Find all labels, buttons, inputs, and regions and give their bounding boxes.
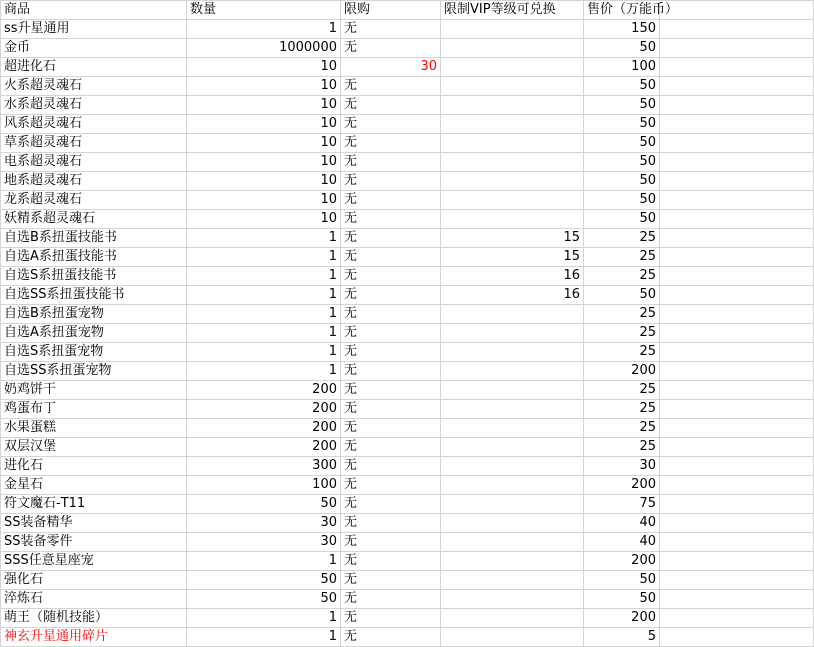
cell-empty[interactable] [660, 343, 814, 362]
cell-item[interactable]: 自选SS系扭蛋技能书 [1, 286, 187, 305]
cell-item[interactable]: 淬炼石 [1, 590, 187, 609]
cell-item[interactable]: SS装备精华 [1, 514, 187, 533]
table-row [1, 628, 814, 647]
cell-item[interactable]: 鸡蛋布丁 [1, 400, 187, 419]
cell-item[interactable]: 水系超灵魂石 [1, 96, 187, 115]
table-row [1, 153, 814, 172]
cell-price[interactable]: 50 [584, 39, 660, 58]
cell-vip-level[interactable] [441, 39, 584, 58]
cell-vip-level[interactable] [441, 495, 584, 514]
cell-vip-level[interactable] [441, 400, 584, 419]
cell-purchase-limit[interactable]: 无 [341, 438, 441, 457]
cell-item[interactable]: 强化石 [1, 571, 187, 590]
cell-item[interactable]: 妖精系超灵魂石 [1, 210, 187, 229]
table-row [1, 590, 814, 609]
cell-vip-level[interactable] [441, 362, 584, 381]
cell-item[interactable]: SSS任意星座宠 [1, 552, 187, 571]
cell-quantity[interactable]: 30 [187, 514, 341, 533]
cell-item[interactable]: 自选A系扭蛋技能书 [1, 248, 187, 267]
cell-purchase-limit[interactable]: 无 [341, 362, 441, 381]
table-row [1, 58, 814, 77]
cell-purchase-limit[interactable]: 无 [341, 210, 441, 229]
cell-price[interactable]: 50 [584, 96, 660, 115]
cell-vip-level[interactable] [441, 210, 584, 229]
cell-empty[interactable] [660, 229, 814, 248]
cell-quantity[interactable]: 10 [187, 172, 341, 191]
cell-item[interactable]: 金币 [1, 39, 187, 58]
cell-price[interactable]: 25 [584, 438, 660, 457]
cell-vip-level[interactable]: 16 [441, 286, 584, 305]
header-purchase-limit[interactable]: 限购 [341, 1, 441, 20]
table-row [1, 552, 814, 571]
cell-quantity[interactable]: 200 [187, 438, 341, 457]
cell-quantity[interactable]: 10 [187, 115, 341, 134]
cell-quantity[interactable]: 50 [187, 571, 341, 590]
cell-price[interactable]: 25 [584, 305, 660, 324]
table-row [1, 533, 814, 552]
cell-vip-level[interactable] [441, 153, 584, 172]
cell-item[interactable]: 自选A系扭蛋宠物 [1, 324, 187, 343]
cell-vip-level[interactable] [441, 172, 584, 191]
cell-vip-level[interactable] [441, 58, 584, 77]
cell-item[interactable]: 符文魔石-T11 [1, 495, 187, 514]
cell-item[interactable]: 超进化石 [1, 58, 187, 77]
cell-vip-level[interactable] [441, 381, 584, 400]
cell-item[interactable]: 神玄升星通用碎片 [1, 628, 187, 647]
cell-empty[interactable] [660, 362, 814, 381]
cell-empty[interactable] [660, 77, 814, 96]
cell-purchase-limit[interactable]: 无 [341, 286, 441, 305]
cell-purchase-limit[interactable]: 无 [341, 343, 441, 362]
cell-item[interactable]: SS装备零件 [1, 533, 187, 552]
cell-item[interactable]: 自选SS系扭蛋宠物 [1, 362, 187, 381]
spreadsheet-body [1, 1, 814, 647]
cell-quantity[interactable]: 10 [187, 210, 341, 229]
cell-empty[interactable] [660, 552, 814, 571]
cell-vip-level[interactable] [441, 533, 584, 552]
cell-empty[interactable] [660, 286, 814, 305]
cell-price[interactable]: 30 [584, 457, 660, 476]
cell-vip-level[interactable] [441, 20, 584, 39]
cell-empty[interactable] [660, 248, 814, 267]
cell-vip-level[interactable]: 15 [441, 248, 584, 267]
cell-purchase-limit[interactable]: 无 [341, 552, 441, 571]
header-empty[interactable] [660, 1, 814, 20]
cell-quantity[interactable]: 10 [187, 153, 341, 172]
cell-price[interactable]: 50 [584, 590, 660, 609]
cell-item[interactable]: 龙系超灵魂石 [1, 191, 187, 210]
cell-item[interactable]: 电系超灵魂石 [1, 153, 187, 172]
cell-empty[interactable] [660, 191, 814, 210]
cell-empty[interactable] [660, 476, 814, 495]
cell-quantity[interactable]: 10 [187, 58, 341, 77]
table-row [1, 457, 814, 476]
cell-empty[interactable] [660, 324, 814, 343]
cell-quantity[interactable]: 10 [187, 191, 341, 210]
table-row [1, 476, 814, 495]
table-row [1, 343, 814, 362]
cell-quantity[interactable]: 1 [187, 362, 341, 381]
cell-empty[interactable] [660, 96, 814, 115]
cell-item[interactable]: 风系超灵魂石 [1, 115, 187, 134]
cell-price[interactable]: 25 [584, 324, 660, 343]
cell-item[interactable]: 进化石 [1, 457, 187, 476]
cell-empty[interactable] [660, 495, 814, 514]
cell-item[interactable]: 萌王（随机技能） [1, 609, 187, 628]
cell-purchase-limit[interactable]: 无 [341, 20, 441, 39]
cell-item[interactable]: ss升星通用 [1, 20, 187, 39]
cell-purchase-limit[interactable]: 无 [341, 248, 441, 267]
cell-price[interactable]: 25 [584, 343, 660, 362]
cell-purchase-limit[interactable]: 无 [341, 628, 441, 647]
table-row [1, 286, 814, 305]
cell-vip-level[interactable] [441, 571, 584, 590]
cell-quantity[interactable]: 1 [187, 343, 341, 362]
cell-purchase-limit[interactable]: 无 [341, 267, 441, 286]
cell-vip-level[interactable] [441, 191, 584, 210]
table-row [1, 400, 814, 419]
cell-empty[interactable] [660, 419, 814, 438]
cell-vip-level[interactable] [441, 96, 584, 115]
cell-price[interactable]: 25 [584, 267, 660, 286]
cell-empty[interactable] [660, 153, 814, 172]
table-row [1, 419, 814, 438]
cell-vip-level[interactable] [441, 77, 584, 96]
cell-empty[interactable] [660, 514, 814, 533]
cell-item[interactable]: 奶鸡饼干 [1, 381, 187, 400]
table-row [1, 324, 814, 343]
cell-vip-level[interactable] [441, 115, 584, 134]
cell-empty[interactable] [660, 609, 814, 628]
table-row [1, 571, 814, 590]
cell-quantity[interactable]: 300 [187, 457, 341, 476]
table-row [1, 438, 814, 457]
cell-purchase-limit[interactable]: 无 [341, 609, 441, 628]
table-row [1, 210, 814, 229]
cell-item[interactable]: 自选S系扭蛋宠物 [1, 343, 187, 362]
cell-purchase-limit[interactable]: 无 [341, 590, 441, 609]
cell-purchase-limit[interactable]: 无 [341, 400, 441, 419]
cell-empty[interactable] [660, 115, 814, 134]
cell-empty[interactable] [660, 533, 814, 552]
cell-price[interactable]: 50 [584, 210, 660, 229]
cell-empty[interactable] [660, 438, 814, 457]
cell-purchase-limit[interactable]: 无 [341, 514, 441, 533]
cell-quantity[interactable]: 1 [187, 286, 341, 305]
cell-item[interactable]: 地系超灵魂石 [1, 172, 187, 191]
cell-purchase-limit[interactable]: 无 [341, 324, 441, 343]
cell-quantity[interactable]: 10 [187, 77, 341, 96]
cell-price[interactable]: 75 [584, 495, 660, 514]
cell-empty[interactable] [660, 210, 814, 229]
header-item[interactable]: 商品 [1, 1, 187, 20]
cell-quantity[interactable]: 1000000 [187, 39, 341, 58]
cell-empty[interactable] [660, 134, 814, 153]
cell-empty[interactable] [660, 381, 814, 400]
cell-empty[interactable] [660, 172, 814, 191]
cell-empty[interactable] [660, 590, 814, 609]
cell-price[interactable]: 25 [584, 419, 660, 438]
cell-quantity[interactable]: 1 [187, 552, 341, 571]
cell-purchase-limit[interactable]: 无 [341, 172, 441, 191]
cell-vip-level[interactable] [441, 457, 584, 476]
cell-purchase-limit[interactable]: 无 [341, 39, 441, 58]
cell-purchase-limit[interactable]: 无 [341, 153, 441, 172]
cell-purchase-limit[interactable]: 无 [341, 305, 441, 324]
cell-purchase-limit[interactable]: 无 [341, 229, 441, 248]
cell-quantity[interactable]: 1 [187, 248, 341, 267]
cell-empty[interactable] [660, 457, 814, 476]
cell-item[interactable]: 自选B系扭蛋宠物 [1, 305, 187, 324]
cell-empty[interactable] [660, 20, 814, 39]
header-price[interactable]: 售价（万能币） [584, 1, 660, 20]
cell-item[interactable]: 金星石 [1, 476, 187, 495]
cell-purchase-limit[interactable]: 无 [341, 419, 441, 438]
cell-purchase-limit[interactable]: 无 [341, 115, 441, 134]
cell-quantity[interactable]: 1 [187, 229, 341, 248]
cell-purchase-limit[interactable]: 无 [341, 533, 441, 552]
cell-price[interactable]: 5 [584, 628, 660, 647]
cell-vip-level[interactable] [441, 305, 584, 324]
cell-price[interactable]: 200 [584, 552, 660, 571]
cell-price[interactable]: 50 [584, 115, 660, 134]
cell-price[interactable]: 50 [584, 172, 660, 191]
cell-purchase-limit[interactable]: 无 [341, 191, 441, 210]
cell-empty[interactable] [660, 571, 814, 590]
cell-vip-level[interactable] [441, 476, 584, 495]
cell-quantity[interactable]: 1 [187, 324, 341, 343]
cell-price[interactable]: 200 [584, 609, 660, 628]
table-row [1, 514, 814, 533]
table-row [1, 134, 814, 153]
cell-empty[interactable] [660, 305, 814, 324]
cell-purchase-limit[interactable]: 无 [341, 77, 441, 96]
cell-quantity[interactable]: 1 [187, 305, 341, 324]
cell-item[interactable]: 自选B系扭蛋技能书 [1, 229, 187, 248]
table-row [1, 172, 814, 191]
cell-item[interactable]: 水果蛋糕 [1, 419, 187, 438]
cell-purchase-limit[interactable]: 无 [341, 381, 441, 400]
cell-price[interactable]: 50 [584, 286, 660, 305]
table-row [1, 362, 814, 381]
cell-price[interactable]: 50 [584, 191, 660, 210]
cell-vip-level[interactable] [441, 590, 584, 609]
cell-quantity[interactable]: 100 [187, 476, 341, 495]
cell-quantity[interactable]: 1 [187, 267, 341, 286]
cell-vip-level[interactable] [441, 343, 584, 362]
cell-item[interactable]: 火系超灵魂石 [1, 77, 187, 96]
cell-vip-level[interactable] [441, 419, 584, 438]
cell-price[interactable]: 50 [584, 134, 660, 153]
cell-price[interactable]: 25 [584, 248, 660, 267]
table-row [1, 191, 814, 210]
cell-vip-level[interactable]: 16 [441, 267, 584, 286]
table-row [1, 229, 814, 248]
cell-price[interactable]: 25 [584, 381, 660, 400]
cell-price[interactable]: 200 [584, 476, 660, 495]
header-quantity[interactable]: 数量 [187, 1, 341, 20]
cell-price[interactable]: 50 [584, 153, 660, 172]
cell-vip-level[interactable] [441, 438, 584, 457]
header-row [1, 1, 814, 20]
cell-empty[interactable] [660, 267, 814, 286]
cell-price[interactable]: 200 [584, 362, 660, 381]
cell-quantity[interactable]: 10 [187, 134, 341, 153]
cell-empty[interactable] [660, 400, 814, 419]
cell-vip-level[interactable] [441, 324, 584, 343]
cell-empty[interactable] [660, 39, 814, 58]
cell-quantity[interactable]: 1 [187, 20, 341, 39]
cell-vip-level[interactable] [441, 609, 584, 628]
table-row [1, 267, 814, 286]
cell-item[interactable]: 草系超灵魂石 [1, 134, 187, 153]
cell-quantity[interactable]: 50 [187, 590, 341, 609]
cell-quantity[interactable]: 10 [187, 96, 341, 115]
cell-item[interactable]: 双层汉堡 [1, 438, 187, 457]
table-row [1, 381, 814, 400]
table-row [1, 609, 814, 628]
cell-price[interactable]: 25 [584, 400, 660, 419]
cell-price[interactable]: 100 [584, 58, 660, 77]
cell-vip-level[interactable] [441, 552, 584, 571]
cell-vip-level[interactable]: 15 [441, 229, 584, 248]
cell-quantity[interactable]: 200 [187, 419, 341, 438]
table-row [1, 77, 814, 96]
cell-quantity[interactable]: 50 [187, 495, 341, 514]
table-row [1, 39, 814, 58]
cell-vip-level[interactable] [441, 628, 584, 647]
header-vip-level[interactable]: 限制VIP等级可兑换 [441, 1, 584, 20]
cell-price[interactable]: 25 [584, 229, 660, 248]
cell-purchase-limit[interactable]: 无 [341, 134, 441, 153]
cell-empty[interactable] [660, 628, 814, 647]
cell-price[interactable]: 50 [584, 77, 660, 96]
cell-purchase-limit[interactable]: 无 [341, 476, 441, 495]
cell-price[interactable]: 40 [584, 514, 660, 533]
table-row [1, 96, 814, 115]
cell-price[interactable]: 50 [584, 571, 660, 590]
table-row [1, 305, 814, 324]
cell-purchase-limit[interactable]: 无 [341, 457, 441, 476]
cell-quantity[interactable]: 200 [187, 381, 341, 400]
cell-price[interactable]: 150 [584, 20, 660, 39]
cell-purchase-limit[interactable]: 无 [341, 571, 441, 590]
cell-vip-level[interactable] [441, 514, 584, 533]
cell-purchase-limit[interactable]: 30 [341, 58, 441, 77]
cell-purchase-limit[interactable]: 无 [341, 495, 441, 514]
cell-quantity[interactable]: 30 [187, 533, 341, 552]
table-row [1, 248, 814, 267]
cell-quantity[interactable]: 1 [187, 609, 341, 628]
cell-quantity[interactable]: 1 [187, 628, 341, 647]
table-row [1, 495, 814, 514]
table-row [1, 20, 814, 39]
table-row [1, 115, 814, 134]
cell-empty[interactable] [660, 58, 814, 77]
cell-purchase-limit[interactable]: 无 [341, 96, 441, 115]
cell-item[interactable]: 自选S系扭蛋技能书 [1, 267, 187, 286]
cell-quantity[interactable]: 200 [187, 400, 341, 419]
cell-price[interactable]: 40 [584, 533, 660, 552]
cell-vip-level[interactable] [441, 134, 584, 153]
